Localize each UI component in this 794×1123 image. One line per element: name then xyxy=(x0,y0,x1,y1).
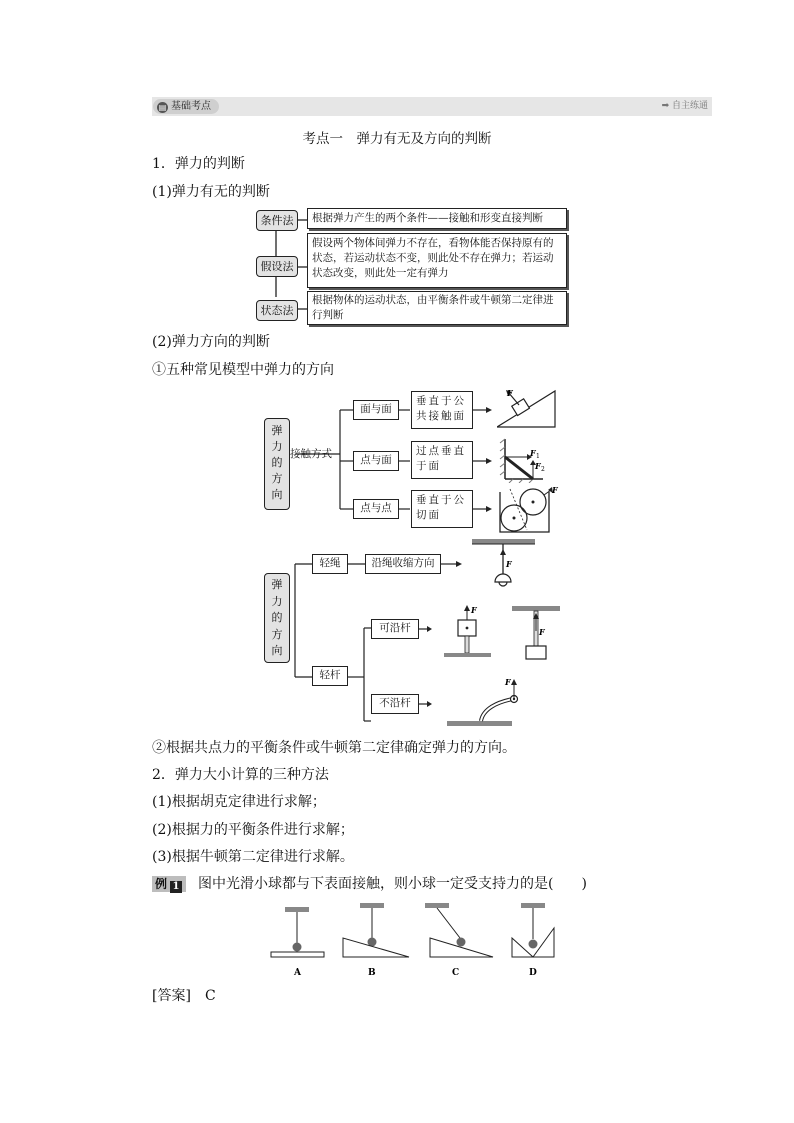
direction-root-2: 弹 力 的 方 向 xyxy=(264,573,290,663)
svg-text:F: F xyxy=(506,559,512,569)
block-on-incline-figure xyxy=(497,385,557,430)
contact-type-point-point: 点与点 xyxy=(353,499,399,519)
svg-text:F: F xyxy=(530,448,536,458)
contact-type-point-face: 点与面 xyxy=(353,451,399,471)
example-options-figure xyxy=(265,898,555,980)
section-tag: ▤ 基础考点 xyxy=(153,99,219,114)
rod-arrows xyxy=(419,620,439,720)
method-desc-condition: 根据弹力产生的两个条件——接触和形变直接判断 xyxy=(307,208,567,229)
method-item-1: (1)根据胡克定律进行求解； xyxy=(152,794,326,810)
option-d-figure[interactable] xyxy=(512,903,554,978)
subsection-2-heading: (2)弹力方向的判断 xyxy=(152,334,270,350)
method-desc-state: 根据物体的运动状态，由平衡条件或牛顿第二定律进行判断 xyxy=(307,291,567,325)
section-1-line-2: ②根据共点力的平衡条件或牛顿第二定律确定弹力的方向。 xyxy=(152,740,516,756)
method-label-condition: 条件法 xyxy=(256,210,298,231)
option-a-label: A xyxy=(294,968,301,978)
contact-mode-label: 接触方式 xyxy=(290,448,332,460)
svg-text:F: F xyxy=(505,677,511,687)
method-item-2: (2)根据力的平衡条件进行求解； xyxy=(152,822,354,838)
section-2-heading: 2．弹力大小计算的三种方法 xyxy=(152,767,329,783)
option-a-figure[interactable] xyxy=(271,907,324,978)
page-title: 考点一 弹力有无及方向的判断 xyxy=(302,131,492,147)
svg-text:2: 2 xyxy=(541,466,545,473)
svg-text:F: F xyxy=(535,461,541,471)
example-question: 图中光滑小球都与下表面接触，则小球一定受支持力的是( ) xyxy=(198,876,587,892)
rod-along-label: 可沿杆 xyxy=(371,619,419,639)
contact-type-face-face: 面与面 xyxy=(353,400,399,420)
rod-not-along-label: 不沿杆 xyxy=(371,694,419,714)
direction-point-face: 过点垂直于面 xyxy=(411,441,473,479)
svg-text:F: F xyxy=(552,485,558,495)
self-practice-link[interactable]: ➡ 自主练通 xyxy=(661,101,708,111)
block-on-rod-figure xyxy=(440,605,495,660)
light-rod-label: 轻杆 xyxy=(312,666,348,686)
rod-in-corner-figure xyxy=(497,435,557,483)
direction-root-1: 弹 力 的 方 向 xyxy=(264,418,290,510)
answer-line xyxy=(152,987,216,1005)
hanging-block-figure xyxy=(510,605,562,660)
method-item-3: (3)根据牛顿第二定律进行求解。 xyxy=(152,849,354,865)
section-1-heading: 1．弹力的判断 xyxy=(152,156,245,172)
subsection-2a-heading: ①五种常见模型中弹力的方向 xyxy=(152,362,334,378)
example-badge: 例 1 xyxy=(152,876,186,892)
book-icon: ▤ xyxy=(158,103,167,112)
svg-text:1: 1 xyxy=(536,453,540,460)
option-c-label: C xyxy=(452,968,460,978)
curved-rod-figure xyxy=(445,672,525,728)
option-d-label: D xyxy=(529,968,537,978)
light-rope-label: 轻绳 xyxy=(312,554,348,574)
section-banner xyxy=(152,97,712,116)
option-b-figure[interactable] xyxy=(343,903,409,978)
method-desc-assumption: 假设两个物体间弹力不存在，看物体能否保持原有的状态，若运动状态不变，则此处不存在弹力；若运动状态改变，则此处一定有弹力 xyxy=(307,233,567,288)
answer-label: [答案] xyxy=(152,988,191,1004)
subsection-1-heading: (1)弹力有无的判断 xyxy=(152,184,270,200)
method-label-state: 状态法 xyxy=(256,300,298,321)
force-label: F xyxy=(507,388,513,398)
answer-value: C xyxy=(204,988,216,1004)
direction-point-point: 垂直于公切面 xyxy=(411,490,473,528)
method-label-assumption: 假设法 xyxy=(256,256,298,277)
rope-direction: 沿绳收缩方向 xyxy=(365,554,441,574)
svg-text:F: F xyxy=(471,605,477,615)
hanging-lamp-figure xyxy=(470,538,540,590)
two-balls-figure xyxy=(497,484,559,534)
svg-text:F: F xyxy=(539,627,545,637)
direction-face-face: 垂直于公共接触面 xyxy=(411,391,473,429)
option-b-label: B xyxy=(368,968,376,978)
option-c-figure[interactable] xyxy=(425,903,493,978)
